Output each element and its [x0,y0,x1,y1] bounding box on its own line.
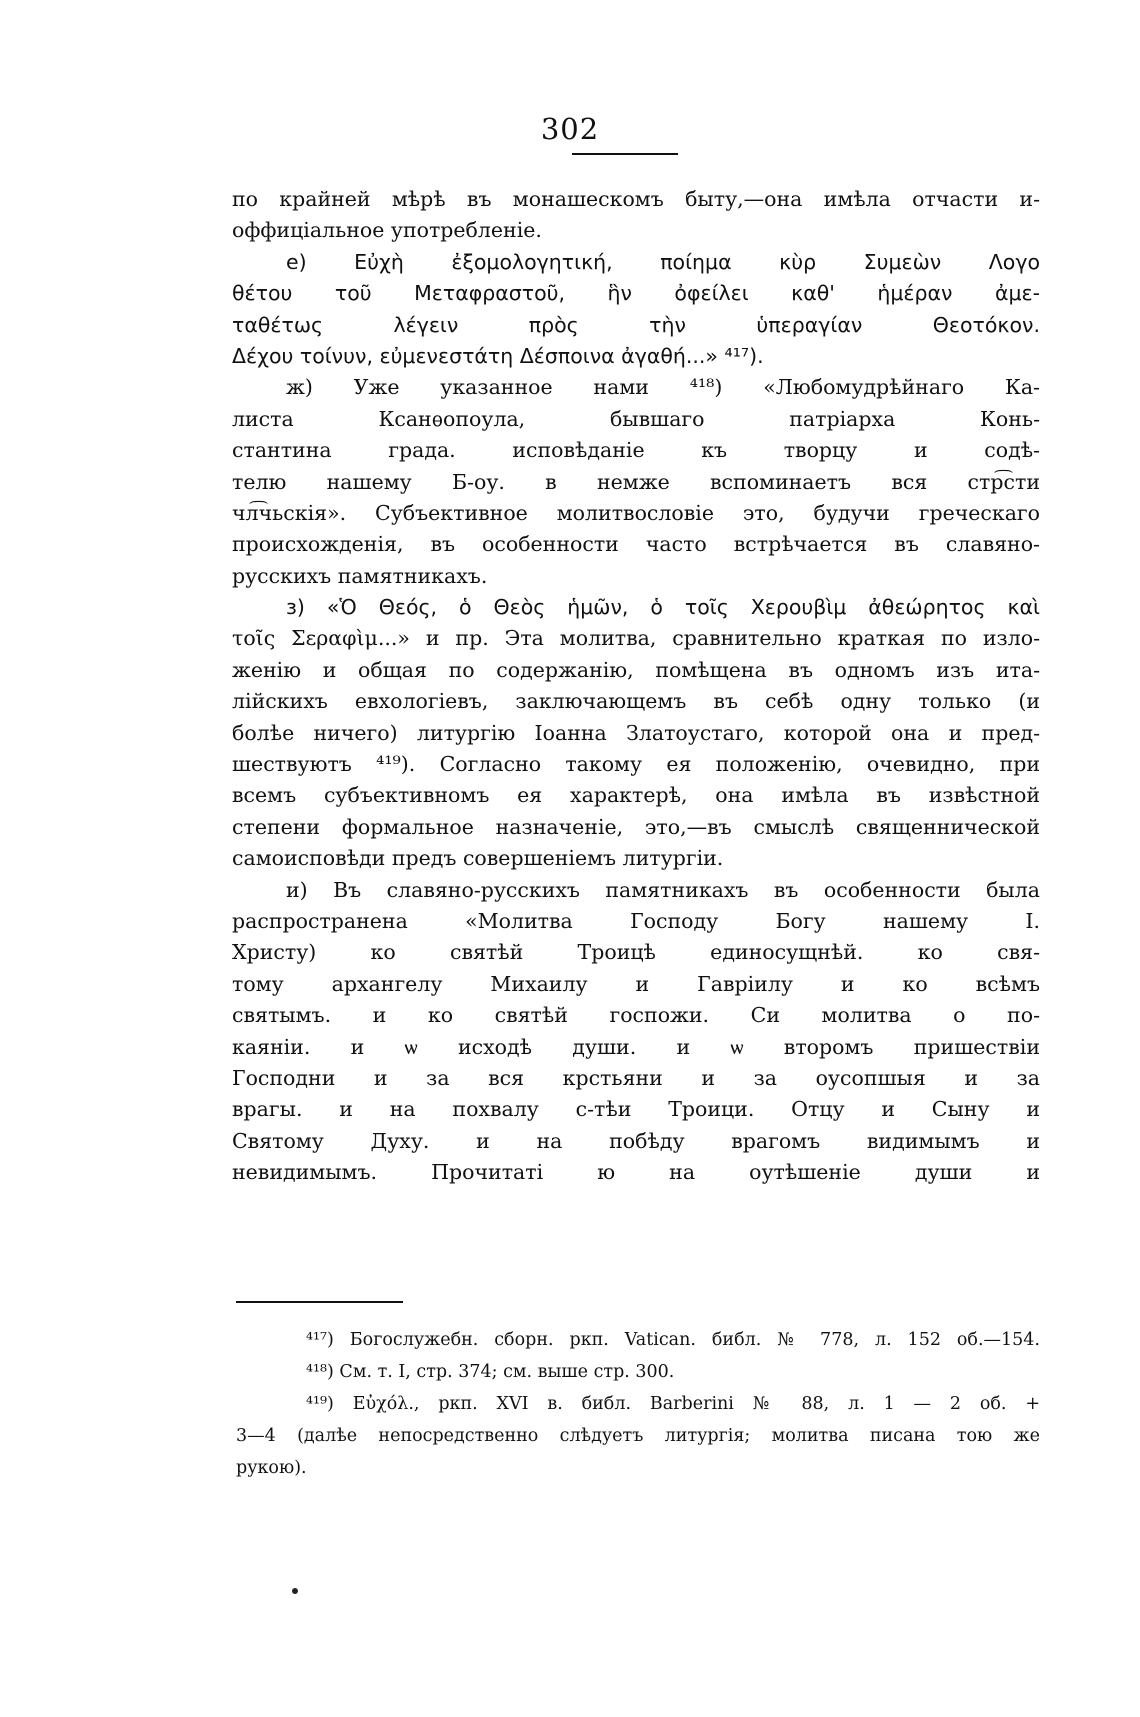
footnote-separator [236,1301,403,1303]
text-line: стантина града. исповѣданіе къ творцу и содѣ- [232,438,1040,463]
text-line: степени формальное назначеніе, это,—въ смыслѣ священнической [232,814,1040,839]
text-line: лійскихъ евхологіевъ, заключающемъ въ себѣ одну только (и [232,689,1040,714]
footnote-line: рукою). [236,1458,307,1478]
text-line: русскихъ памятникахъ. [232,563,488,588]
footnote-line: ⁴¹⁷) Богослужебн. сборн. ркп. Vatican. библ. № 778, л. 152 об.—154. [306,1330,1040,1350]
text-line: каяніи. и ѡ исходѣ души. и ѡ второмъ пришествіи [232,1034,1040,1059]
text-line: распространена «Молитва Господу Богу нашему І. [232,908,1040,933]
text-line: святымъ. и ко святѣй госпожи. Си молитва о по- [232,1003,1040,1028]
text-line: θέτου τοῦ Μεταφραστοῦ, ἣν ὀφείλει καθ' ἡμέραν ἀμε- [232,281,1040,306]
page-number: 302 [540,112,600,146]
text-line: е) Εὐχὴ ἐξομολογητική, ποίημα κὺρ Συμεὼν Λογο [286,249,1040,274]
text-line: невидимымъ. Прочитаті ю на оутѣшеніе души и [232,1160,1040,1185]
body-text [232,184,1040,1189]
text-line: оффиціальное употребленіе. [232,218,542,243]
text-line: телю нашему Б-оу. в немже вспоминаетъ вся стр͡сти [232,469,1040,494]
text-line: врагы. и на похвалу с-тѣи Троици. Отцу и Сыну и [232,1097,1040,1122]
text-line: з) «Ὁ Θεός, ὁ Θεὸς ἡμῶν, ὁ τοῖς Χερουβὶμ ἀθεώρητος καὶ [286,595,1040,620]
page-number-rule [572,153,678,155]
text-line: всемъ субъективномъ ея характерѣ, она имѣла въ извѣстной [232,783,1040,808]
text-line: τοῖς Σεραφὶμ...» и пр. Эта молитва, сравнительно краткая по изло- [232,626,1040,651]
text-line: шествуютъ ⁴¹⁹). Согласно такому ея положенію, очевидно, при [232,752,1040,777]
footnote-line: 3—4 (далѣе непосредственно слѣдуетъ литургія; молитва писана тою же [236,1426,1040,1446]
text-line: Святому Духу. и на побѣду врагомъ видимымъ и [232,1128,1040,1153]
text-line: и) Въ славяно-русскихъ памятникахъ въ особенности была [286,877,1040,902]
footnote-line: ⁴¹⁸) См. т. I, стр. 374; см. выше стр. 300. [306,1362,675,1382]
text-line: болѣе ничего) литургію Іоанна Златоустаго, которой она и пред- [232,720,1040,745]
text-line: Христу) ко святѣй Троицѣ единосущнѣй. ко свя- [232,940,1040,965]
text-line: Δέχου τοίνυν, εὐμενεστάτη Δέσποινα ἀγαθή...» ⁴¹⁷). [232,343,764,368]
footnotes [236,1324,1040,1484]
text-line: самоисповѣди предъ совершеніемъ литургіи. [232,846,724,871]
text-line: ταθέτως λέγειν πρὸς τὴν ὑπεραγίαν Θεοτόκον. [232,312,1040,337]
text-line: ж) Уже указанное нами ⁴¹⁸) «Любомудрѣйнаго Ка- [286,375,1040,400]
text-line: тому архангелу Михаилу и Гавріилу и ко всѣмъ [232,971,1040,996]
text-line: Господни и за вся крстьяни и за оусопшыя и за [232,1065,1040,1090]
text-line: листа Ксанѳопоула, бывшаго патріарха Конь- [232,406,1040,431]
text-line: женію и общая по содержанію, помѣщена въ одномъ изъ ита- [232,657,1040,682]
footnote-line: ⁴¹⁹) Εὐχόλ., ркп. XVI в. библ. Barberini № 88, л. 1 — 2 об. + [306,1394,1040,1414]
stray-ink-dot [292,1588,298,1594]
text-line: по крайней мѣрѣ въ монашескомъ быту,—она имѣла отчасти и- [232,187,1040,211]
text-line: происхожденія, въ особенности часто встрѣчается въ славяно- [232,532,1040,557]
text-line: чл͡чьскія». Субъективное молитвословіе это, будучи греческаго [232,500,1040,525]
